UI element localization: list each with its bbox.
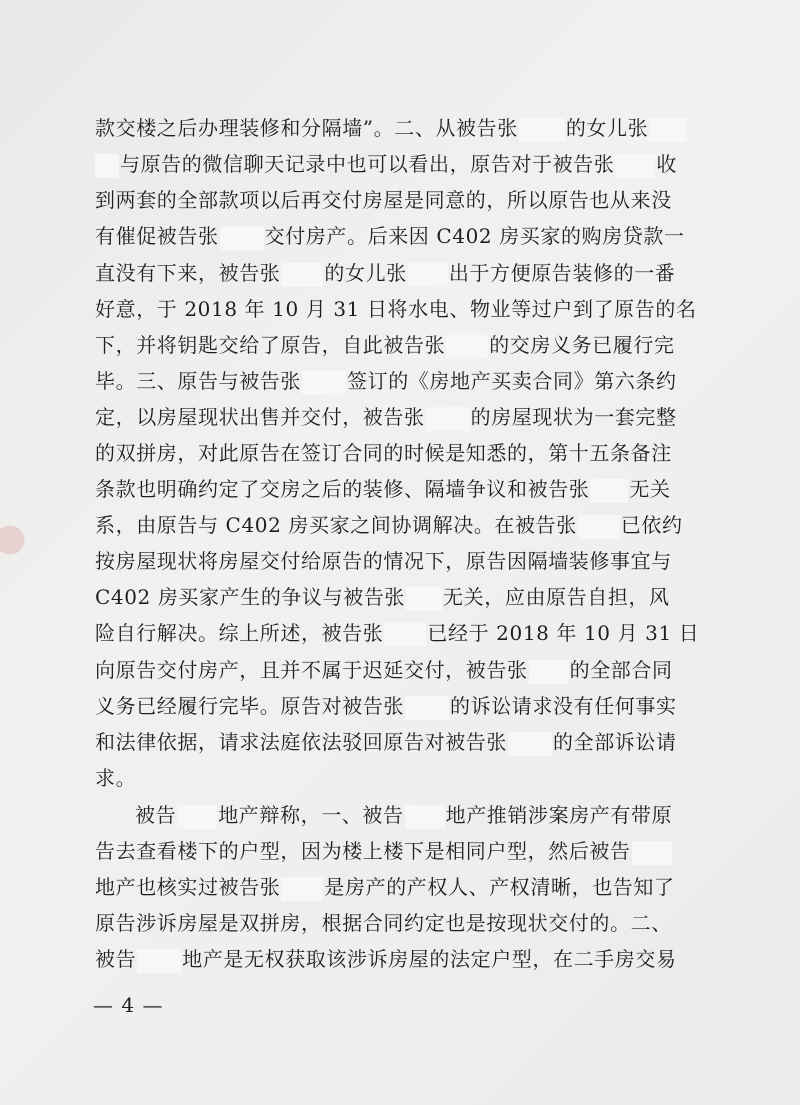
line-2-seg-a: 与原告的微信聊天记录中也可以看出，原告对于被告张 <box>120 152 615 176</box>
line-23-text: 原告涉诉房屋是双拼房，根据合同约定也是按现状交付的。二、 <box>95 911 672 935</box>
redaction-mask <box>578 515 620 539</box>
line-11-seg-a: 条款也明确约定了交房之后的装修、隔墙争议和被告张 <box>95 477 590 501</box>
text-line-6 <box>95 297 697 321</box>
text-line-9 <box>95 405 677 429</box>
redaction-mask <box>405 696 449 720</box>
text-line-18 <box>95 730 677 754</box>
line-2-seg-b: 收 <box>656 152 678 176</box>
line-18-seg-b: 的全部诉讼请 <box>553 730 677 754</box>
line-1-seg-b: 的女儿张 <box>565 116 649 140</box>
redaction-mask <box>615 154 655 178</box>
text-line-1 <box>95 116 688 140</box>
redaction-mask <box>649 118 687 142</box>
text-line-19 <box>95 766 136 790</box>
line-17-seg-a: 义务已经履行完毕。原告对被告张 <box>95 694 404 718</box>
text-line-10 <box>95 441 672 465</box>
line-14-seg-b: 无关，应由原告自担，风 <box>443 585 670 609</box>
line-15-seg-b: 已经于 2018 年 10 月 31 日 <box>427 621 700 645</box>
line-14-seg-a: C402 房买家产生的争议与被告张 <box>95 585 406 609</box>
text-line-4 <box>95 224 685 248</box>
line-4-seg-b: 交付房产。后来因 C402 房买家的购房贷款一 <box>264 224 685 248</box>
redaction-mask <box>408 263 448 287</box>
text-line-21 <box>95 839 673 863</box>
text-line-20 <box>135 803 672 827</box>
redaction-mask <box>220 226 264 250</box>
redaction-mask <box>529 660 569 684</box>
redaction-mask <box>406 587 442 611</box>
text-line-8 <box>95 369 677 393</box>
redaction-mask <box>137 949 181 973</box>
red-seal-fragment <box>0 500 40 580</box>
text-line-12 <box>95 513 683 537</box>
line-9-seg-a: 定，以房屋现状出售并交付，被告张 <box>95 405 425 429</box>
line-6-text: 好意，于 2018 年 10 月 31 日将水电、物业等过户到了原告的名 <box>95 297 697 321</box>
redaction-mask <box>590 479 628 503</box>
text-line-23 <box>95 911 672 935</box>
text-line-5 <box>95 261 675 285</box>
line-5-seg-c: 出于方便原告装修的一番 <box>448 261 676 285</box>
text-line-22 <box>95 875 675 899</box>
line-10-text: 的双拼房，对此原告在签订合同的时候是知悉的，第十五条备注 <box>95 441 672 465</box>
line-16-seg-a: 向原告交付房产，且并不属于迟延交付，被告张 <box>95 658 528 682</box>
text-line-15 <box>95 621 699 645</box>
line-20-seg-b: 地产辩称，一、被告 <box>218 803 404 827</box>
redaction-mask <box>281 877 323 901</box>
line-3-text: 到两套的全部款项以后再交付房屋是同意的，所以原告也从来没 <box>95 188 672 212</box>
redaction-mask <box>508 732 552 756</box>
line-4-seg-a: 有催促被告张 <box>95 224 219 248</box>
redaction-mask <box>95 154 119 178</box>
line-7-seg-b: 的交房义务已履行完 <box>489 333 675 357</box>
line-20-seg-c: 地产推销涉案房产有带原 <box>445 803 673 827</box>
line-18-seg-a: 和法律依据，请求法庭依法驳回原告对被告张 <box>95 730 507 754</box>
redaction-mask <box>384 623 426 647</box>
page-number: — 4 — <box>93 993 164 1017</box>
line-12-seg-a: 系，由原告与 C402 房买家之间协调解决。在被告张 <box>95 513 577 537</box>
text-line-11 <box>95 477 671 501</box>
redaction-mask <box>426 407 470 431</box>
text-line-3 <box>95 188 672 212</box>
line-16-seg-b: 的全部合同 <box>569 658 673 682</box>
redaction-mask <box>632 841 672 865</box>
text-line-14 <box>95 585 670 609</box>
redaction-mask <box>519 118 565 142</box>
redaction-mask <box>302 371 346 395</box>
text-line-24 <box>95 947 677 971</box>
line-8-seg-b: 签订的《房地产买卖合同》第六条约 <box>347 369 677 393</box>
line-22-seg-b: 是房产的产权人、产权清晰，也告知了 <box>324 875 675 899</box>
line-5-seg-a: 直没有下来，被告张 <box>95 261 281 285</box>
line-12-seg-b: 已依约 <box>620 513 683 537</box>
line-19-text: 求。 <box>95 766 137 790</box>
redaction-mask <box>446 335 488 359</box>
text-line-13 <box>95 549 672 573</box>
line-13-text: 按房屋现状将房屋交付给原告的情况下，原告因隔墙装修事宜与 <box>95 549 672 573</box>
redaction-mask <box>177 805 217 829</box>
line-1-seg-a: 款交楼之后办理装修和分隔墙”。二、从被告张 <box>95 116 518 140</box>
text-line-17 <box>95 694 677 718</box>
line-24-seg-b: 地产是无权获取该涉诉房屋的法定户型，在二手房交易 <box>182 947 677 971</box>
line-7-seg-a: 下，并将钥匙交给了原告，自此被告张 <box>95 333 446 357</box>
line-24-seg-a: 被告 <box>95 947 137 971</box>
line-15-seg-a: 险自行解决。综上所述，被告张 <box>95 621 384 645</box>
line-5-seg-b: 的女儿张 <box>324 261 407 285</box>
line-20-seg-a: 被告 <box>135 803 177 827</box>
line-8-seg-a: 毕。三、原告与被告张 <box>95 369 301 393</box>
line-21-seg-a: 告去查看楼下的户型，因为楼上楼下是相同户型，然后被告 <box>95 839 631 863</box>
line-17-seg-b: 的诉讼请求没有任何事实 <box>450 694 677 718</box>
redaction-mask <box>281 263 323 287</box>
text-line-16 <box>95 658 673 682</box>
redaction-mask <box>405 805 445 829</box>
line-9-seg-b: 的房屋现状为一套完整 <box>470 405 677 429</box>
line-11-seg-b: 无关 <box>629 477 671 501</box>
text-line-7 <box>95 333 675 357</box>
line-22-seg-a: 地产也核实过被告张 <box>95 875 281 899</box>
text-line-2 <box>95 152 677 176</box>
